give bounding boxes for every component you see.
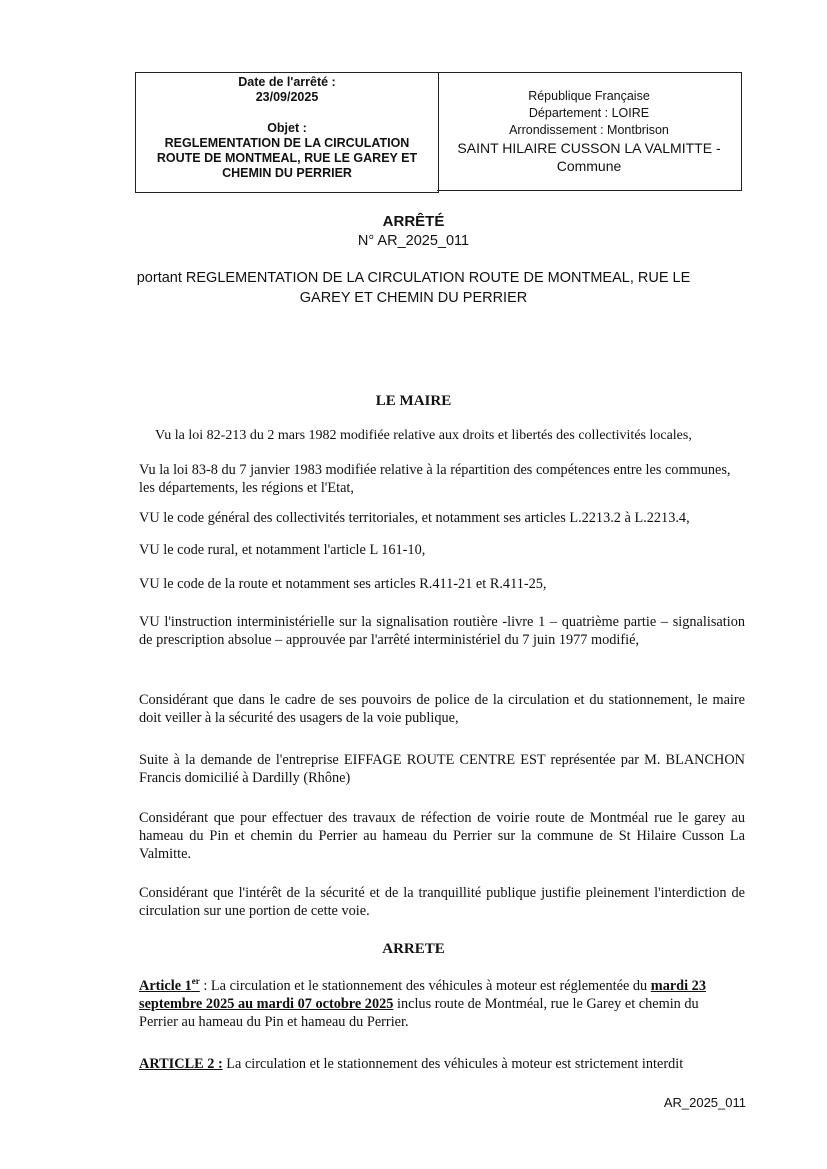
consideration-code-route: VU le code de la route et notamment ses articles R.411-21 et R.411-25, [139,576,547,592]
consideration-law-83-8: Vu la loi 83-8 du 7 janvier 1983 modifiée relative à la répartition des compétences entre les communes, les départements, les régions et l'Etat, [139,462,731,496]
commune-type: Commune [556,158,622,174]
consideration-police-powers: Considérant que dans le cadre de ses pouvoirs de police de la circulation et du stationnement, le maire doit veiller à la sécurité des usagers de la voie publique, [139,692,745,726]
decree-date-label: Date de l'arrêté : [238,75,336,89]
decree-subject [0,268,827,308]
consideration-safety: Considérant que l'intérêt de la sécurité et de la tranquillité publique justifie pleinement l'interdiction de circulation sur une portion de cette voie. [139,885,745,919]
commune-name: SAINT HILAIRE CUSSON LA VALMITTE - [457,140,721,156]
consideration-code-rural: VU le code rural, et notamment l'article L 161-10, [139,542,426,558]
object-line: CHEMIN DU PERRIER [222,166,352,180]
object-line: REGLEMENTATION DE LA CIRCULATION [164,136,410,150]
article-1-date-range: mardi 23 septembre 2025 au mardi 07 octobre 2025 [139,978,706,1012]
header-authority-box [437,72,742,191]
article-1-text: La circulation et le stationnement des véhicules à moteur est réglementée du [207,978,651,994]
consideration-request: Suite à la demande de l'entreprise EIFFAGE ROUTE CENTRE EST représentée par M. BLANCHON Francis domicilié à Dardilly (Rhône) [139,752,745,786]
article-1-text-end: inclus route de Montméal, rue le Garey et chemin du Perrier au hameau du Pin et hameau du Perrier. [139,996,699,1030]
article-1-label: Article 1er [139,976,200,994]
republic-label: République Française [528,89,650,103]
arrondissement-label: Arrondissement : Montbrison [509,123,669,137]
consideration-cgct: VU le code général des collectivités territoriales, et notamment ses articles L.2213.2 à L.2213.4, [139,510,690,526]
decree-subject-line: GAREY ET CHEMIN DU PERRIER [299,290,528,306]
article-1: Article 1er : La circulation et le stationnement des véhicules à moteur est réglementée du mardi 23 septembre 2025 au mardi 07 octobre 2025 inclus route de Montméal, rue le Garey et chemin du Perrier au hameau du Pin et hameau du Perrier. [139,976,706,1030]
article-2 [139,1055,739,1073]
object-line: ROUTE DE MONTMEAL, RUE LE GAREY ET [156,151,418,165]
decree-heading: ARRÊTÉ [382,213,445,230]
decree-subject-line: portant REGLEMENTATION DE LA CIRCULATION ROUTE DE MONTMEAL, RUE LE [136,270,691,286]
article-2-label: ARTICLE 2 : [139,1056,223,1072]
footer-reference: AR_2025_011 [663,1095,746,1110]
consideration-works: Considérant que pour effectuer des travaux de réfection de voirie route de Montméal rue le garey au hameau du Pin et chemin du Perrier au hameau du Perrier sur la commune de St Hilaire Cusson La Valmitte. [139,810,745,862]
header-object-box [135,72,439,193]
decree-date-value: 23/09/2025 [255,90,319,104]
authority-heading: LE MAIRE [375,393,452,409]
department-label: Département : LOIRE [528,106,650,120]
decision-heading: ARRETE [382,941,445,957]
consideration-instruction: VU l'instruction interministérielle sur la signalisation routière -livre 1 – quatrième partie – signalisation de prescription absolue – approuvée par l'arrêté interministériel du 7 juin 1977 modifié, [139,614,745,648]
object-label: Objet : [267,121,307,135]
decree-number: N° AR_2025_011 [357,233,470,249]
article-2-text: La circulation et le stationnement des véhicules à moteur est strictement interdit [222,1056,684,1072]
consideration-law-82-213: Vu la loi 82-213 du 2 mars 1982 modifiée relative aux droits et libertés des collectivités locales, [155,428,692,443]
